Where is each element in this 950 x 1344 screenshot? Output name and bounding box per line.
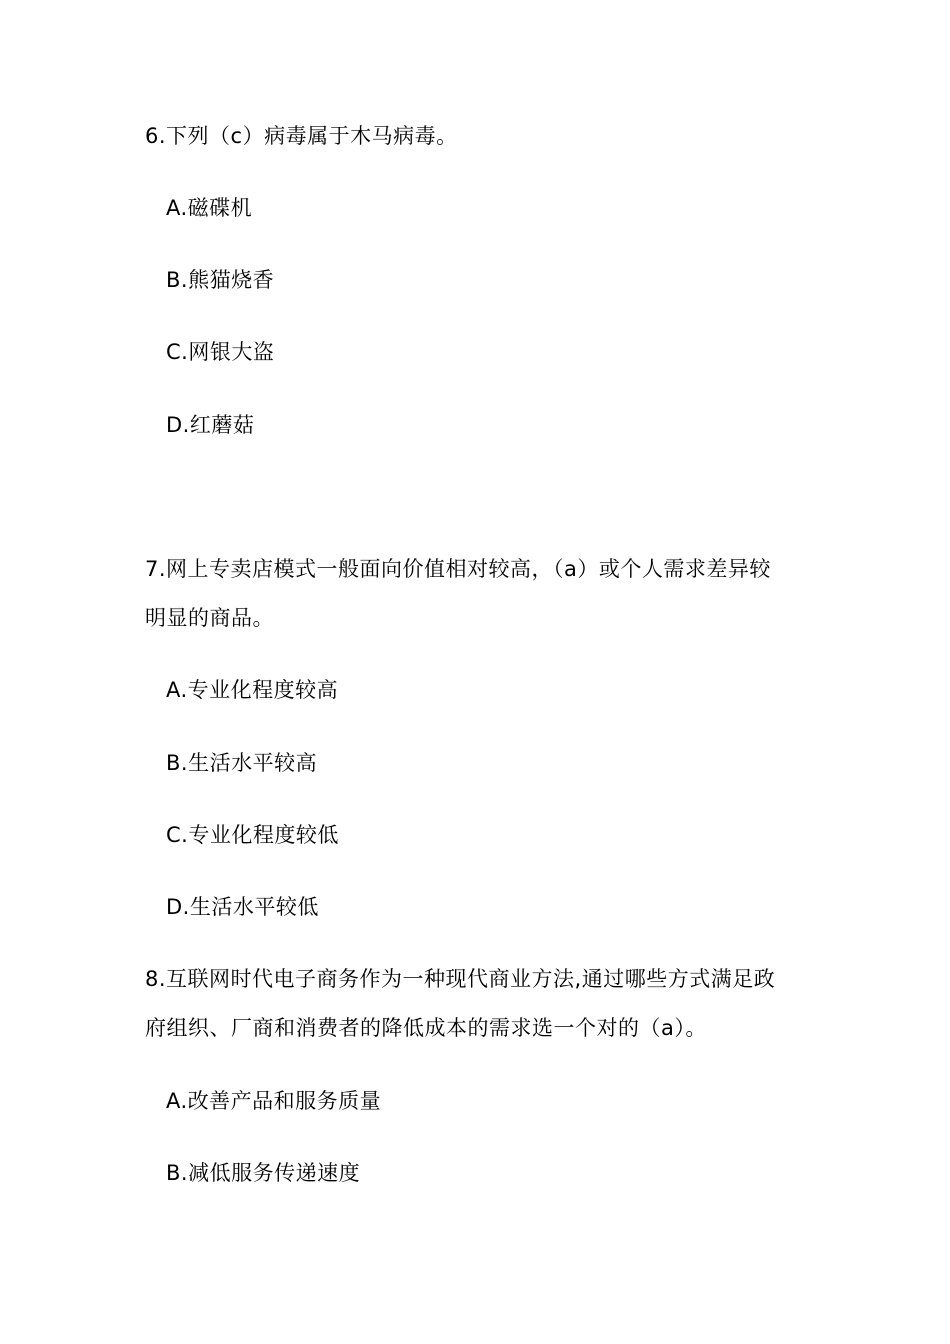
question-6-stem: 6.下列（c）病毒属于木马病毒。 <box>145 124 458 148</box>
question-6-option-c: C.网银大盗 <box>166 340 275 364</box>
question-8-option-a: A.改善产品和服务质量 <box>166 1089 382 1113</box>
question-8-stem-line-2: 府组织、厂商和消费者的降低成本的需求选一个对的（a）。 <box>145 1016 707 1040</box>
question-7-option-c: C.专业化程度较低 <box>166 823 339 847</box>
question-7-stem-line-1: 7.网上专卖店模式一般面向价值相对较高，（a）或个人需求差异较 <box>145 557 771 581</box>
question-8-stem-line-1: 8.互联网时代电子商务作为一种现代商业方法,通过哪些方式满足政 <box>145 967 776 991</box>
question-7-stem-line-2: 明显的商品。 <box>145 606 274 630</box>
question-8-option-b: B.减低服务传递速度 <box>166 1161 361 1185</box>
question-7-option-b: B.生活水平较高 <box>166 751 318 775</box>
question-7-option-d: D.生活水平较低 <box>166 895 319 919</box>
question-6-option-b: B.熊猫烧香 <box>166 268 275 292</box>
question-6-option-d: D.红蘑菇 <box>166 413 255 437</box>
question-7-option-a: A.专业化程度较高 <box>166 678 339 702</box>
question-6-option-a: A.磁碟机 <box>166 196 253 220</box>
